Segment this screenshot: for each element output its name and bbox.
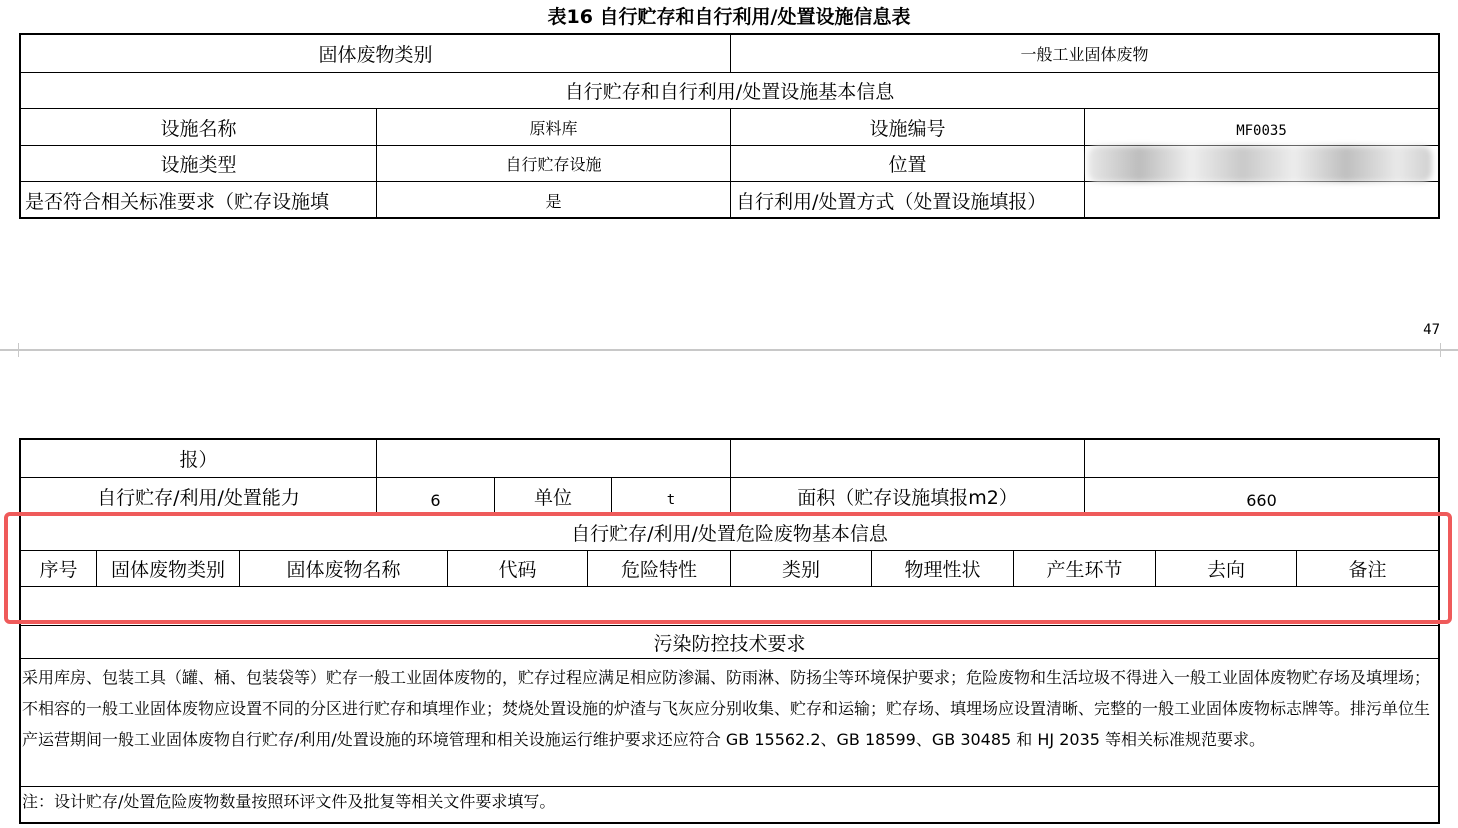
method-label: 自行利用/处置方式（处置设施填报） [736,191,1047,213]
compliance-value: 是 [545,192,562,211]
column-header-generation-stage: 产生环节 [1046,559,1123,581]
column-header-waste-name: 固体废物名称 [286,559,401,581]
facility-code-value: MF0035 [1236,123,1287,139]
basic-info-header: 自行贮存和自行利用/处置设施基本信息 [564,81,895,103]
category-label: 固体废物类别 [318,44,433,66]
table-title: 表16 自行贮存和自行利用/处置设施信息表 [547,6,911,28]
page-break-line [0,349,1458,351]
column-header-class: 类别 [781,559,820,581]
facility-info-table-top [19,33,1440,219]
page-corner-right [1440,343,1458,357]
area-value: 660 [1246,490,1277,510]
area-label: 面积（贮存设施填报m2） [797,486,1018,509]
category-value: 一般工业固体废物 [1020,45,1149,64]
hazard-waste-header: 自行贮存/利用/处置危险废物基本信息 [571,523,888,545]
unit-value: t [666,492,676,508]
location-label: 位置 [888,154,927,176]
facility-name-label: 设施名称 [160,117,237,140]
capacity-value: 6 [430,490,441,510]
tech-requirements-header: 污染防控技术要求 [653,632,806,655]
page-number: 47 [1423,322,1440,338]
unit-label: 单位 [533,486,572,509]
column-header-serial: 序号 [39,559,78,581]
facility-name-value: 原料库 [529,118,578,138]
facility-info-table-bottom [19,438,1440,824]
column-header-physical-state: 物理性状 [904,559,981,581]
location-value-redacted [1088,146,1432,182]
facility-type-label: 设施类型 [160,154,237,176]
capacity-label: 自行贮存/利用/处置能力 [97,486,300,509]
facility-type-value: 自行贮存设施 [505,155,602,174]
facility-code-label: 设施编号 [869,117,946,140]
compliance-label-continued: 报） [179,449,218,471]
tech-requirements-text: 采用库房、包装工具（罐、桶、包装袋等）贮存一般工业固体废物的，贮存过程应满足相应防渗漏、防雨淋、防扬尘等环境保护要求；危险废物和生活垃圾不得进入一般工业固体废物贮存场及填埋场；不相容的一般工业固体废物应设置不同的分区进行贮存和填埋作业；焚烧处置设施的炉渣与飞灰应分别收集、贮存和运输；贮存场、填埋场应设置清晰、完整的一般工业固体废物标志牌等。排污单位生产运营期间一般工业固体废物自行贮存/利用/处置设施的环境管理和相关设施运行维护要求还应符合 GB 15562.2、GB 18599、GB 30485 和 HJ 2035 等相关标准规范要求。 [22,668,1431,749]
compliance-label: 是否符合相关标准要求（贮存设施填 [25,191,330,213]
column-header-hazard-property: 危险特性 [620,559,697,581]
column-header-remarks: 备注 [1348,559,1387,581]
table-note: 注：设计贮存/处置危险废物数量按照环评文件及批复等相关文件要求填写。 [22,792,556,811]
page-corner-left [0,343,19,357]
column-header-destination: 去向 [1206,559,1245,581]
column-header-code: 代码 [498,559,537,581]
column-header-waste-category: 固体废物类别 [110,559,225,581]
highlight-box [4,512,1452,624]
